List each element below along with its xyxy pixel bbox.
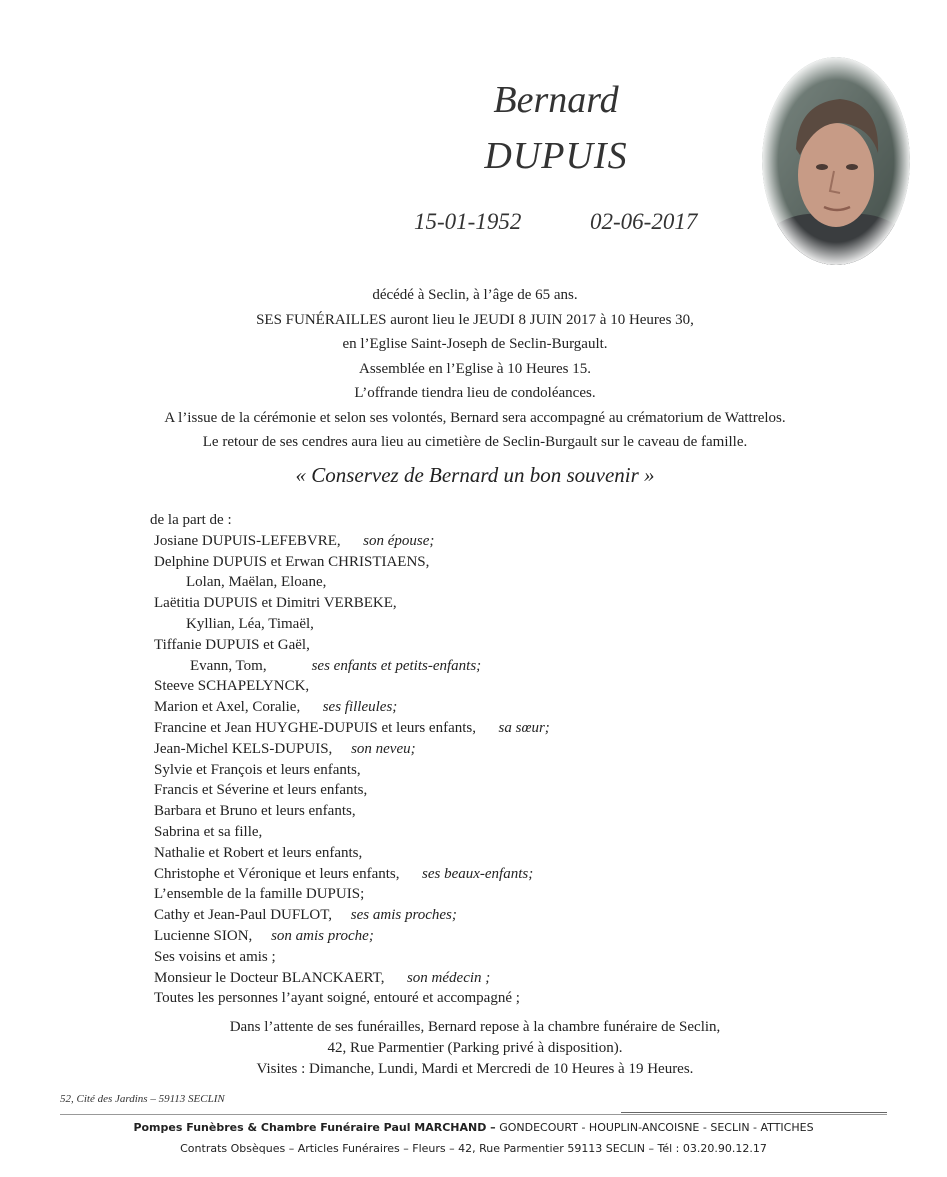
family-names: L’ensemble de la famille DUPUIS; (154, 886, 365, 903)
family-line (150, 552, 870, 573)
portrait-photo (762, 57, 910, 265)
family-names: Ses voisins et amis ; (154, 948, 276, 965)
family-line (150, 780, 870, 801)
family-names: Sabrina et sa fille, (154, 823, 263, 840)
family-names: Josiane DUPUIS-LEFEBVRE, (154, 532, 341, 549)
family-line (150, 843, 870, 864)
notice-line: Le retour de ses cendres aura lieu au cimetière de Seclin-Burgault sur le caveau de famille. (202, 434, 748, 450)
family-relation: son amis proche; (271, 927, 374, 944)
family-line (150, 926, 870, 947)
portrait-photo-icon (762, 57, 910, 265)
family-line (150, 697, 870, 718)
family-line (150, 822, 870, 843)
deceased-first-name: Bernard (493, 79, 619, 121)
family-intro: de la part de : (150, 512, 232, 528)
death-notice (60, 283, 890, 455)
family-line (150, 947, 870, 968)
family-names: Francine et Jean HUYGHE-DUPUIS et leurs enfants, (154, 719, 477, 736)
notice-line: en l’Eglise Saint-Joseph de Seclin-Burgault. (342, 336, 608, 352)
family-relation: son épouse; (363, 532, 435, 549)
family-line (150, 864, 870, 885)
family-names: Lolan, Maëlan, Eloane, (186, 574, 327, 591)
family-line (150, 718, 870, 739)
footer-company (60, 1121, 887, 1134)
family-names: Barbara et Bruno et leurs enfants, (154, 803, 356, 820)
family-relation: son médecin ; (406, 969, 491, 986)
divider (60, 1114, 887, 1115)
family-names: Marion et Axel, Coralie, (154, 699, 301, 716)
family-line (150, 614, 870, 635)
family-address: 52, Cité des Jardins – 59113 SECLIN (60, 1093, 225, 1105)
family-names: Kyllian, Léa, Timaël, (186, 615, 314, 632)
repose-info (60, 1017, 890, 1080)
family-line (150, 739, 870, 760)
deceased-last-name: DUPUIS (484, 135, 628, 177)
footer-locations: GONDECOURT - HOUPLIN-ANCOISNE - SECLIN - ATTICHES (499, 1121, 814, 1134)
family-line (150, 593, 870, 614)
family-relation: ses enfants et petits-enfants; (311, 657, 482, 674)
family-names: Toutes les personnes l’ayant soigné, entouré et accompagné ; (154, 990, 520, 1007)
family-names: Cathy et Jean-Paul DUFLOT, (154, 907, 333, 924)
footer-services: Contrats Obsèques – Articles Funéraires – Fleurs – 42, Rue Parmentier 59113 SECLIN – Tél : 03.20.90.12.17 (180, 1142, 767, 1155)
family-line (150, 905, 870, 926)
family-names: Tiffanie DUPUIS et Gaël, (154, 636, 310, 653)
death-date: 02-06-2017 (590, 209, 698, 234)
notice-line: A l’issue de la cérémonie et selon ses volontés, Bernard sera accompagné au crématorium de Wattrelos. (164, 409, 786, 426)
family-names: Lucienne SION, (154, 927, 253, 944)
family-relation: ses amis proches; (350, 907, 457, 924)
family-line (150, 968, 870, 989)
family-names: Delphine DUPUIS et Erwan CHRISTIAENS, (154, 553, 430, 570)
family-line (150, 884, 870, 905)
family-line (150, 676, 870, 697)
family-line (150, 572, 870, 593)
repose-line: Dans l’attente de ses funérailles, Bernard repose à la chambre funéraire de Seclin, (229, 1019, 721, 1035)
divider (621, 1112, 887, 1113)
family-relation: sa sœur; (498, 719, 550, 736)
repose-line: Visites : Dimanche, Lundi, Mardi et Mercredi de 10 Heures à 19 Heures. (256, 1061, 694, 1077)
notice-line: Assemblée en l’Eglise à 10 Heures 15. (358, 360, 592, 377)
family-names: Monsieur le Docteur BLANCKAERT, (154, 969, 385, 986)
family-line (150, 531, 870, 552)
memorial-quote: « Conservez de Bernard un bon souvenir » (295, 463, 655, 487)
family-names: Laëtitia DUPUIS et Dimitri VERBEKE, (154, 595, 397, 612)
family-line (150, 656, 870, 677)
family-names: Jean-Michel KELS-DUPUIS, (154, 740, 333, 757)
family-line (150, 801, 870, 822)
family-relation: son neveu; (351, 740, 416, 757)
family-line (150, 988, 870, 1009)
notice-line: L’offrande tiendra lieu de condoléances. (354, 385, 596, 401)
notice-line: décédé à Seclin, à l’âge de 65 ans. (372, 287, 578, 303)
family-line (150, 760, 870, 781)
family-relation: ses beaux-enfants; (422, 865, 534, 882)
footer-company-name: Pompes Funèbres & Chambre Funéraire Paul MARCHAND – (133, 1121, 496, 1134)
repose-line: 42, Rue Parmentier (Parking privé à disposition). (327, 1040, 623, 1056)
birth-date: 15-01-1952 (414, 209, 522, 234)
family-names: Steeve SCHAPELYNCK, (154, 678, 310, 695)
family-names: Christophe et Véronique et leurs enfants, (154, 865, 400, 882)
family-relation: ses filleules; (322, 699, 398, 716)
family-line (150, 635, 870, 656)
notice-line: SES FUNÉRAILLES auront lieu le JEUDI 8 JUIN 2017 à 10 Heures 30, (256, 311, 694, 328)
family-list (150, 510, 870, 1009)
family-names: Francis et Séverine et leurs enfants, (154, 782, 368, 799)
family-names: Evann, Tom, (190, 657, 267, 674)
family-names: Sylvie et François et leurs enfants, (154, 761, 361, 778)
family-names: Nathalie et Robert et leurs enfants, (154, 844, 363, 861)
